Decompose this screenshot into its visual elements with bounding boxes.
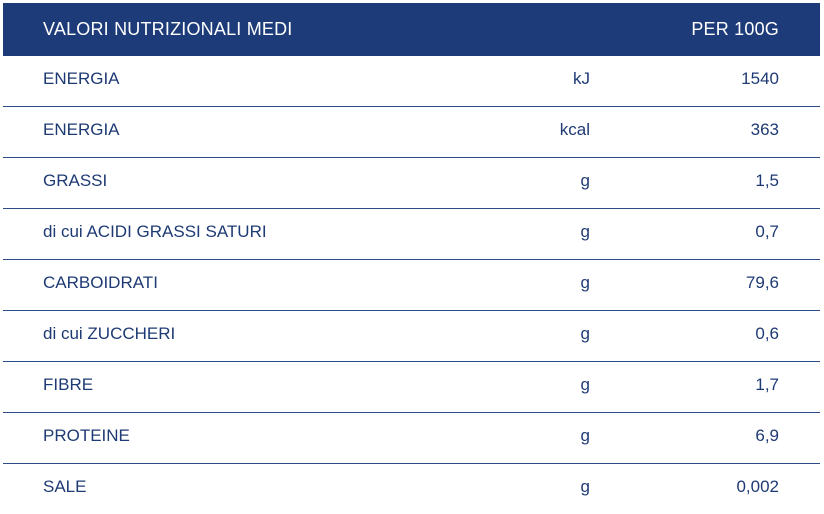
nutrient-value: 0,6 bbox=[755, 324, 779, 343]
nutrient-name: di cui ZUCCHERI bbox=[43, 324, 176, 343]
table-row bbox=[3, 413, 820, 464]
table-row bbox=[3, 362, 820, 413]
table-row bbox=[3, 464, 820, 514]
nutrient-name: GRASSI bbox=[43, 171, 108, 190]
table-row bbox=[3, 260, 820, 311]
nutrient-value: 1540 bbox=[741, 69, 779, 88]
nutrient-value: 0,002 bbox=[736, 477, 779, 496]
nutrient-unit: g bbox=[580, 171, 590, 190]
table-body bbox=[3, 56, 820, 514]
nutrient-name: FIBRE bbox=[43, 375, 94, 394]
nutrient-value: 1,7 bbox=[755, 375, 779, 394]
nutrient-name: ENERGIA bbox=[43, 69, 120, 88]
nutrient-unit: g bbox=[580, 222, 590, 241]
nutrient-value: 79,6 bbox=[745, 273, 779, 292]
table-row bbox=[3, 209, 820, 260]
nutrient-unit: g bbox=[580, 273, 590, 292]
table-row bbox=[3, 158, 820, 209]
nutrient-name: PROTEINE bbox=[43, 426, 130, 445]
nutrient-unit: g bbox=[580, 324, 590, 343]
table-row bbox=[3, 56, 820, 107]
nutrient-value: 0,7 bbox=[755, 222, 779, 241]
nutrient-value: 1,5 bbox=[755, 171, 779, 190]
nutrient-name: SALE bbox=[43, 477, 87, 496]
table-row bbox=[3, 311, 820, 362]
header-per-100g: PER 100G bbox=[691, 19, 779, 39]
table-header bbox=[3, 3, 820, 56]
nutrient-unit: kJ bbox=[573, 69, 590, 88]
nutrient-unit: g bbox=[580, 426, 590, 445]
nutrient-value: 363 bbox=[750, 120, 779, 139]
nutrient-name: CARBOIDRATI bbox=[43, 273, 158, 292]
nutrient-unit: g bbox=[580, 477, 590, 496]
nutrient-unit: g bbox=[580, 375, 590, 394]
nutrient-value: 6,9 bbox=[755, 426, 779, 445]
nutrient-unit: kcal bbox=[559, 120, 590, 139]
nutrient-name: di cui ACIDI GRASSI SATURI bbox=[43, 222, 267, 241]
nutrient-name: ENERGIA bbox=[43, 120, 120, 139]
table-row bbox=[3, 107, 820, 158]
header-title: VALORI NUTRIZIONALI MEDI bbox=[43, 19, 293, 39]
